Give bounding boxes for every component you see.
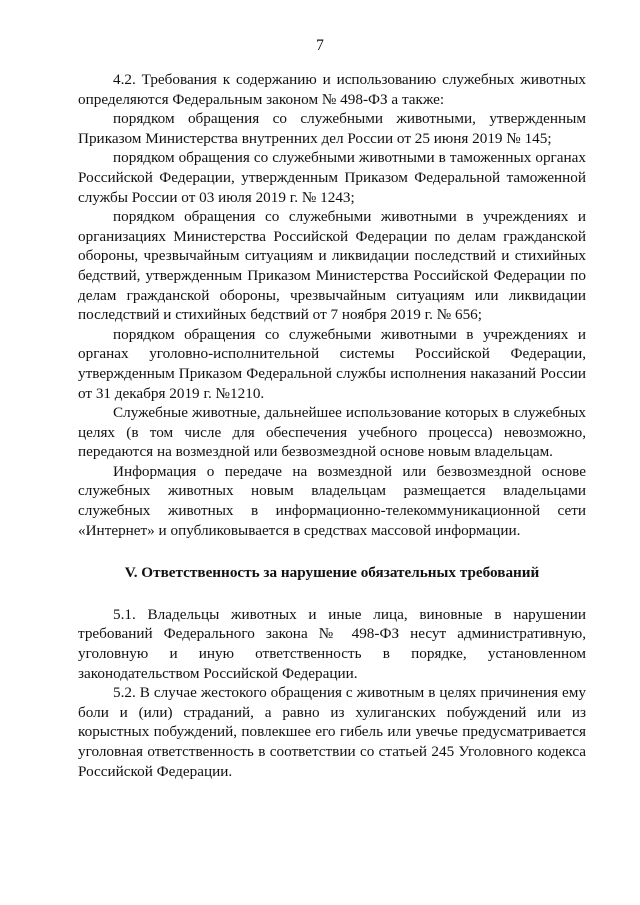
paragraph-5-2: 5.2. В случае жестокого обращения с животным в целях причинения ему боли и (или) страданий, а равно из хулиганских побуждений или из корыстных побуждений, повлекшее его гибель или увечье предусматривается уголовная ответственность в соответствии со статьей 245 Уголовного кодекса Российской Федерации. (78, 684, 586, 780)
document-body (78, 70, 586, 781)
paragraph-fsin-order: порядком обращения со служебными животными в учреждениях и органах уголовно-исполнительной системы Российской Федерации, утвержденным Приказом Федеральной службы исполнения наказаний России от 31 декабря 2019 г. №1210. (78, 325, 586, 402)
paragraph-5-1: 5.1. Владельцы животных и иные лица, виновные в нарушении требований Федерального закона № 498-ФЗ несут административную, уголовную и иную ответственность в порядке, установленном законодательством Российской Федерации. (78, 605, 586, 682)
paragraph-transfer-info: Информация о передаче на возмездной или безвозмездной основе служебных животных новым владельцам размещается владельцами служебных животных в информационно-телекоммуникационной сети «Интернет» и опубликовывается в средствах массовой информации. (78, 462, 586, 539)
paragraph-4-2: 4.2. Требования к содержанию и использованию служебных животных определяются Федеральным законом № 498-ФЗ а также: (78, 71, 586, 108)
page-number: 7 (316, 37, 324, 54)
paragraph-mchs-order: порядком обращения со служебными животными в учреждениях и организациях Министерства Российской Федерации по делам гражданской обороны, чрезвычайным ситуациям и ликвидации последствий и стихийных бедствий, утвержденным Приказом Министерства Российской Федерации по делам гражданской обороны, чрезвычайным ситуациям или ликвидации последствий и стихийных бедствий от 7 ноября 2019 г. № 656; (78, 208, 586, 324)
paragraph-transfer-animals: Служебные животные, дальнейшее использование которых в служебных целях (в том числе для обеспечения учебного процесса) невозможно, передаются на возмездной или безвозмездной основе новым владельцам. (78, 404, 586, 461)
section-heading: V. Ответственность за нарушение обязательных требований (124, 564, 540, 582)
paragraph-mvd-order: порядком обращения со служебными животными, утвержденным Приказом Министерства внутренних дел России от 25 июня 2019 № 145; (78, 110, 586, 147)
paragraph-customs-order: порядком обращения со служебными животными в таможенных органах Российской Федерации, утвержденным Приказом Федеральной таможенной службы России от 03 июля 2019 г. № 1243; (78, 149, 586, 206)
